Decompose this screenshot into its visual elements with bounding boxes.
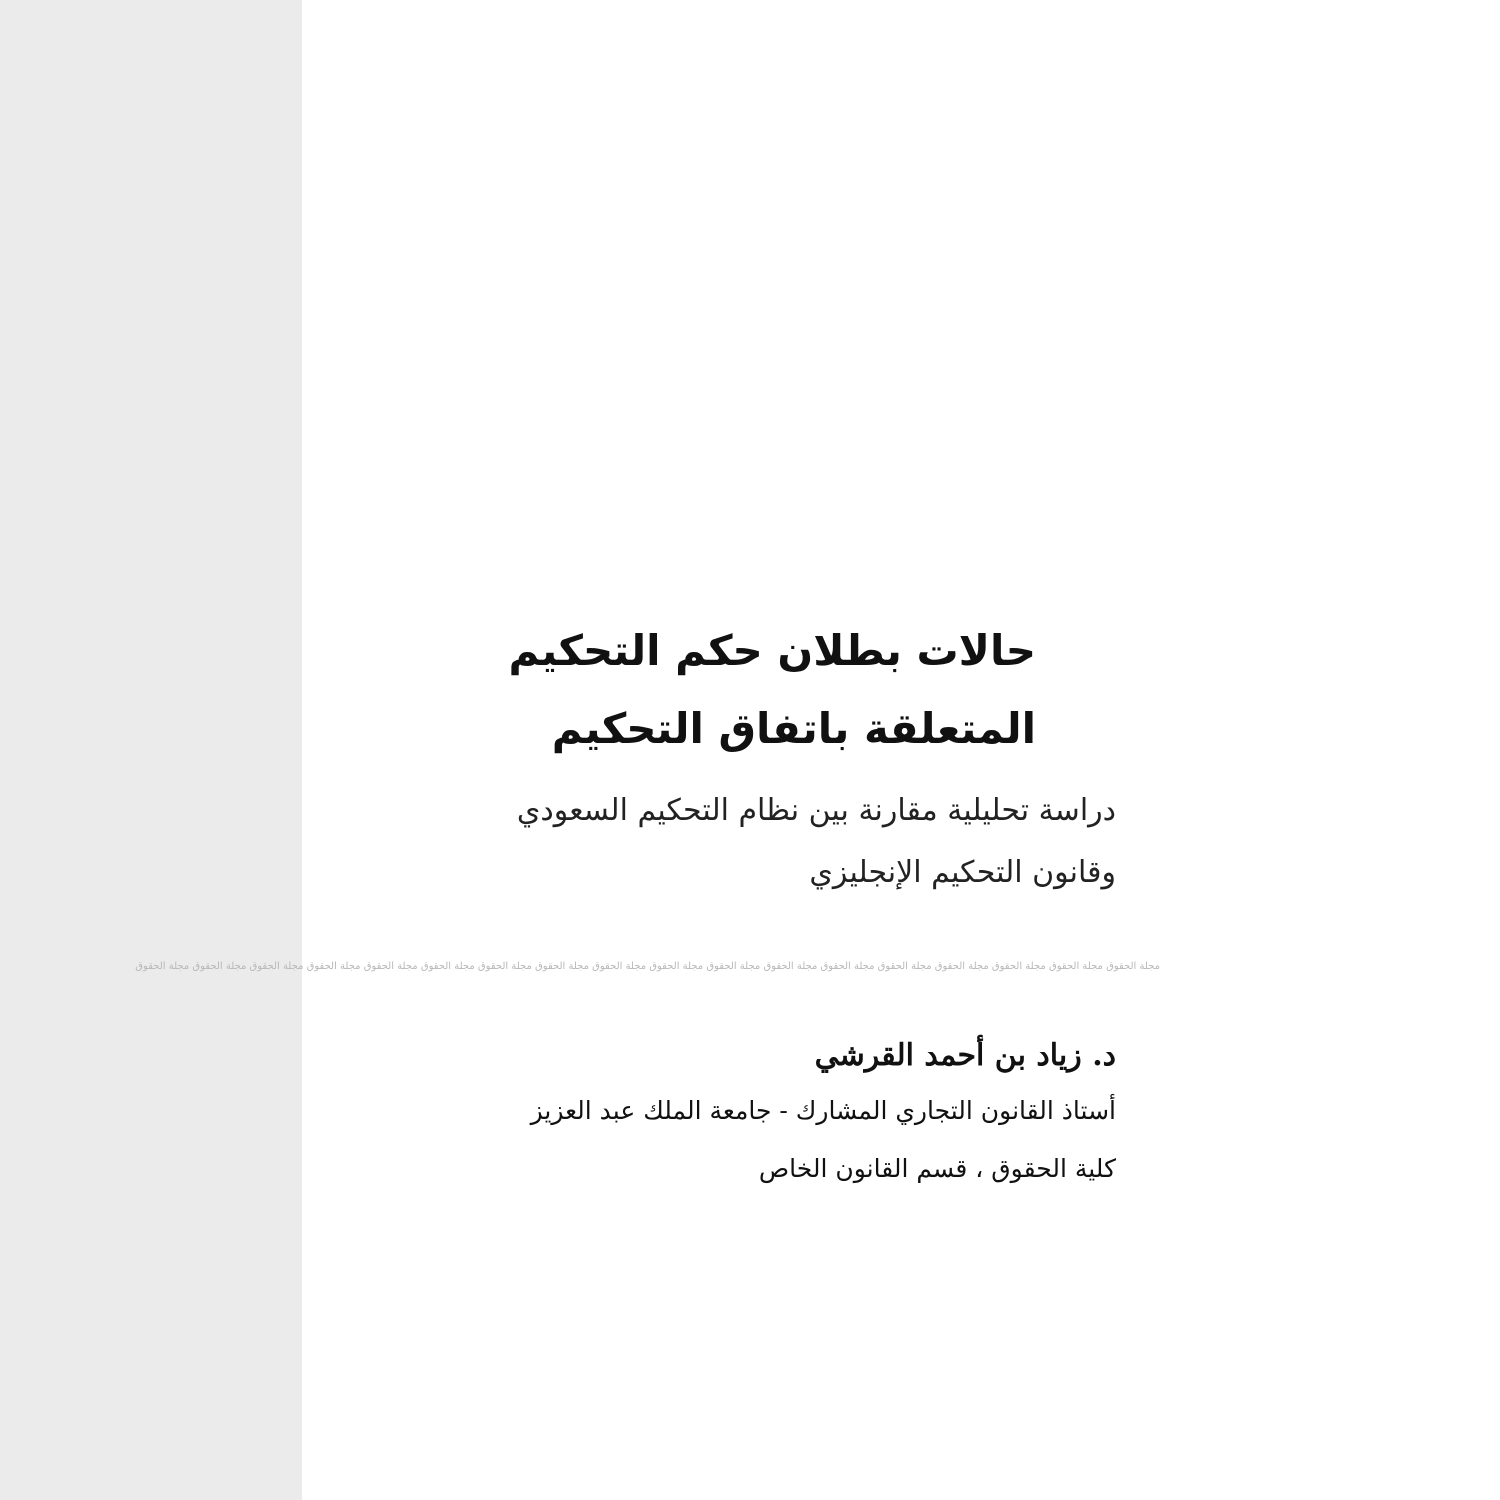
author-info: [356, 1030, 1116, 1198]
cover-content: [135, 0, 1460, 1500]
author-department: كلية الحقوق ، قسم القانون الخاص: [758, 1154, 1116, 1183]
title-line-2: المتعلقة باتفاق التحكيم: [551, 704, 1036, 753]
subtitle-line-2: وقانون التحكيم الإنجليزي: [809, 855, 1116, 890]
article-subtitle: [356, 780, 1116, 904]
author-name: د. زياد بن أحمد القرشي: [814, 1038, 1116, 1073]
title-line-1: حالات بطلان حكم التحكيم: [508, 626, 1036, 675]
author-position: أستاذ القانون التجاري المشارك - جامعة الملك عبد العزيز: [530, 1096, 1116, 1125]
article-title: [356, 612, 1036, 768]
subtitle-line-1: دراسة تحليلية مقارنة بين نظام التحكيم السعودي: [516, 793, 1116, 828]
journal-watermark-strip: مجلة الحقوق مجلة الحقوق مجلة الحقوق مجلة الحقوق مجلة الحقوق مجلة الحقوق مجلة الحقوق مجلة الحقوق مجلة الحقوق مجلة الحقوق مجلة الحقوق مجلة الحقوق مجلة الحقوق مجلة الحقوق مجلة الحقوق مجلة الحقوق مجلة الحقوق مجلة الحقوق: [135, 961, 1160, 972]
side-margin-band: [0, 0, 302, 1500]
